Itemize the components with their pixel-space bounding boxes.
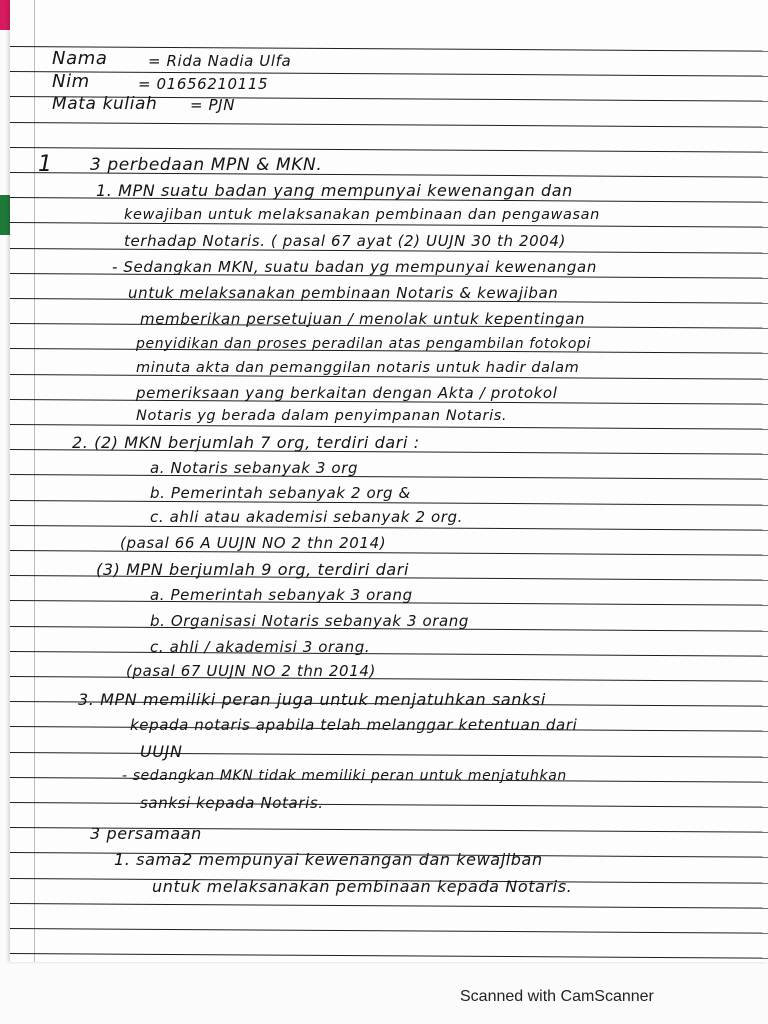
text-line: c. ahli atau akademisi sebanyak 2 org. (150, 508, 464, 526)
nama-value: = Rida Nadia Ulfa (148, 52, 292, 70)
ruled-line (10, 122, 768, 128)
ruled-line (10, 903, 768, 909)
ruled-line (10, 802, 768, 808)
text-line: c. ahli / akademisi 3 orang. (150, 638, 371, 656)
ruled-line (10, 71, 768, 77)
text-line: sanksi kepada Notaris. (140, 794, 324, 812)
text-line: b. Pemerintah sebanyak 2 org & (150, 484, 411, 502)
text-line: minuta akta dan pemanggilan notaris untuk hadir dalam (136, 360, 580, 376)
ruled-line (10, 424, 768, 430)
text-line: untuk melaksanakan pembinaan Notaris & kewajiban (128, 284, 559, 302)
text-line: 3. MPN memiliki peran juga untuk menjatuhkan sanksi (78, 690, 546, 709)
text-line: memberikan persetujuan / menolak untuk kepentingan (140, 310, 586, 328)
text-line: b. Organisasi Notaris sebanyak 3 orang (150, 612, 470, 630)
ruled-line (10, 752, 768, 758)
ruled-line (10, 928, 768, 934)
nim-value: = 01656210115 (138, 75, 269, 93)
text-line: - Sedangkan MKN, suatu badan yg mempunyai kewenangan (112, 258, 597, 276)
scanner-watermark: Scanned with CamScanner (460, 988, 654, 1005)
text-line: a. Pemerintah sebanyak 3 orang (150, 586, 413, 604)
text-line: terhadap Notaris. ( pasal 67 ayat (2) UUJN 30 th 2004) (124, 232, 566, 250)
ruled-line (10, 147, 768, 153)
text-line: 1. sama2 mempunyai kewenangan dan kewajiban (114, 850, 543, 869)
ruled-line (10, 651, 768, 657)
ruled-line (10, 474, 768, 480)
ruled-line (10, 222, 768, 228)
text-line: untuk melaksanakan pembinaan kepada Notaris. (152, 877, 573, 896)
matkul-label: Mata kuliah (52, 94, 158, 114)
text-line: penyidikan dan proses peradilan atas pengambilan fotokopi (136, 336, 592, 352)
ruled-line (10, 953, 768, 959)
text-line: pemeriksaan yang berkaitan dengan Akta / protokol (136, 384, 558, 402)
text-line: UUJN (140, 742, 183, 761)
text-line: 2. (2) MKN berjumlah 7 org, terdiri dari : (72, 433, 420, 452)
nim-label: Nim (52, 71, 90, 92)
ruled-line (10, 46, 768, 52)
text-line: (pasal 66 A UUJN NO 2 thn 2014) (120, 534, 387, 552)
question-number: 1 (38, 152, 53, 177)
nama-label: Nama (52, 48, 108, 69)
text-line: (3) MPN berjumlah 9 org, terdiri dari (96, 560, 410, 579)
text-line: (pasal 67 UUJN NO 2 thn 2014) (126, 662, 376, 680)
margin-line (34, 0, 35, 962)
text-line: 1. MPN suatu badan yang mempunyai kewenangan dan (96, 181, 573, 200)
text-line: - sedangkan MKN tidak memiliki peran untuk menjatuhkan (122, 768, 567, 784)
text-line: 3 persamaan (90, 824, 202, 843)
text-line: kewajiban untuk melaksanakan pembinaan dan pengawasan (124, 207, 600, 223)
text-line: Notaris yg berada dalam penyimpanan Notaris. (136, 408, 508, 424)
text-line: a. Notaris sebanyak 3 org (150, 459, 359, 477)
text-line: kepada notaris apabila telah melanggar ketentuan dari (130, 716, 578, 734)
notebook-page (10, 0, 768, 962)
ruled-line (10, 676, 768, 682)
matkul-value: = PJN (190, 96, 236, 114)
text-line: 3 perbedaan MPN & MKN. (90, 155, 323, 175)
